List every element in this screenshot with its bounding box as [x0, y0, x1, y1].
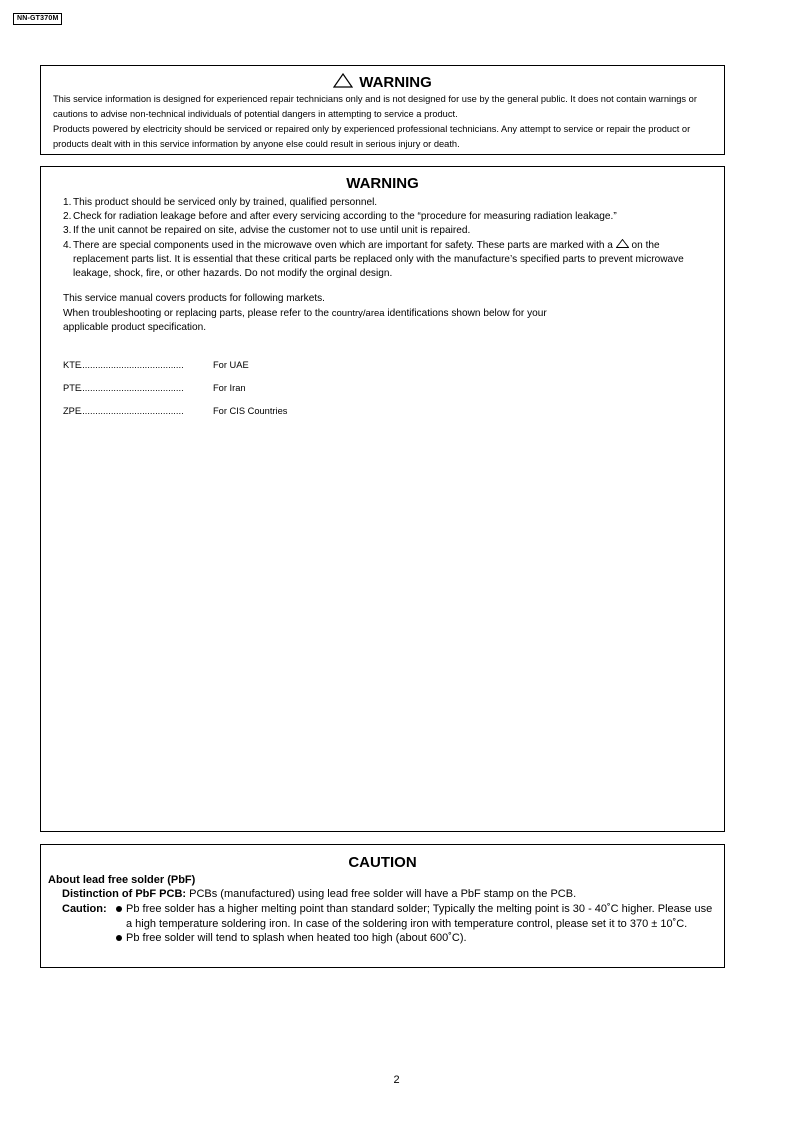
warning-main-title: WARNING [346, 175, 419, 192]
warning-notice-title: WARNING [41, 73, 724, 91]
market-row: KTE ........................................ For UAE [63, 359, 249, 370]
caution-title: CAUTION [348, 854, 417, 871]
caution-box [40, 844, 725, 968]
list-item: 3. If the unit cannot be repaired on site, advise the customer not to use until unit is repaired. [63, 225, 471, 237]
list-item: Pb free solder will tend to splash when heated too high (about 600˚C). [116, 931, 724, 946]
page-number: 2 [393, 1074, 400, 1086]
warning-notice-box [40, 65, 725, 155]
warning-triangle-icon [333, 73, 353, 88]
warning-list [63, 196, 724, 281]
list-item: Pb free solder has a higher melting point than standard solder; Typically the melting point is 30 - 40˚C higher. Please use a high temperature soldering iron. In case of the soldering iron with temperature control, please set it to 370 ± 10˚C. [116, 902, 724, 931]
caution-label: Caution: [62, 903, 107, 915]
list-item: 1. This product should be serviced only by trained, qualified personnel. [63, 197, 378, 208]
caution-bullets [41, 902, 724, 946]
market-row: ZPE ........................................ For CIS Countries [63, 405, 288, 416]
list-item: 2. Check for radiation leakage before and after every servicing according to the “procedure for measuring radiation leakage.” [63, 211, 617, 223]
distinction-line: Distinction of PbF PCB: PCBs (manufactured) using lead free solder will have a PbF stamp on the PCB. [62, 888, 577, 900]
warning-notice-paragraph: This service information is designed for experienced repair technicians only and is not designed for use by the general public. It does not contain warnings or cautions to advise non-technical individuals of potential dangers in attempting to service a product. [53, 94, 697, 119]
coverage-text: This service manual covers products for following markets. When troubleshooting or replacing parts, please refer to the country/area identifications shown below for your applicable product specification. [63, 293, 547, 334]
market-row: PTE ........................................ For Iran [63, 382, 246, 393]
bullet-icon [116, 906, 122, 912]
warning-triangle-icon [616, 239, 629, 248]
warning-main-box [40, 166, 725, 832]
caution-lead: About lead free solder (PbF) [48, 874, 196, 886]
model-number-tag: NN-GT370M [13, 13, 62, 25]
warning-notice-paragraph: Products powered by electricity should be serviced or repaired only by experienced professional technicians. Any attempt to service or repair the product or products dealt with in this service information by anyone else could result in serious injury or death. [53, 124, 691, 149]
bullet-icon [116, 935, 122, 941]
list-item: 4. There are special components used in the microwave oven which are important for safety. These parts are marked with a on the replacement parts list. It is essential that these critical parts be replaced only with the manufacture’s specified parts to prevent microwave leakage, shock, fire, or other hazards. Do not modify the orginal design. [63, 239, 684, 280]
market-list [63, 358, 724, 427]
